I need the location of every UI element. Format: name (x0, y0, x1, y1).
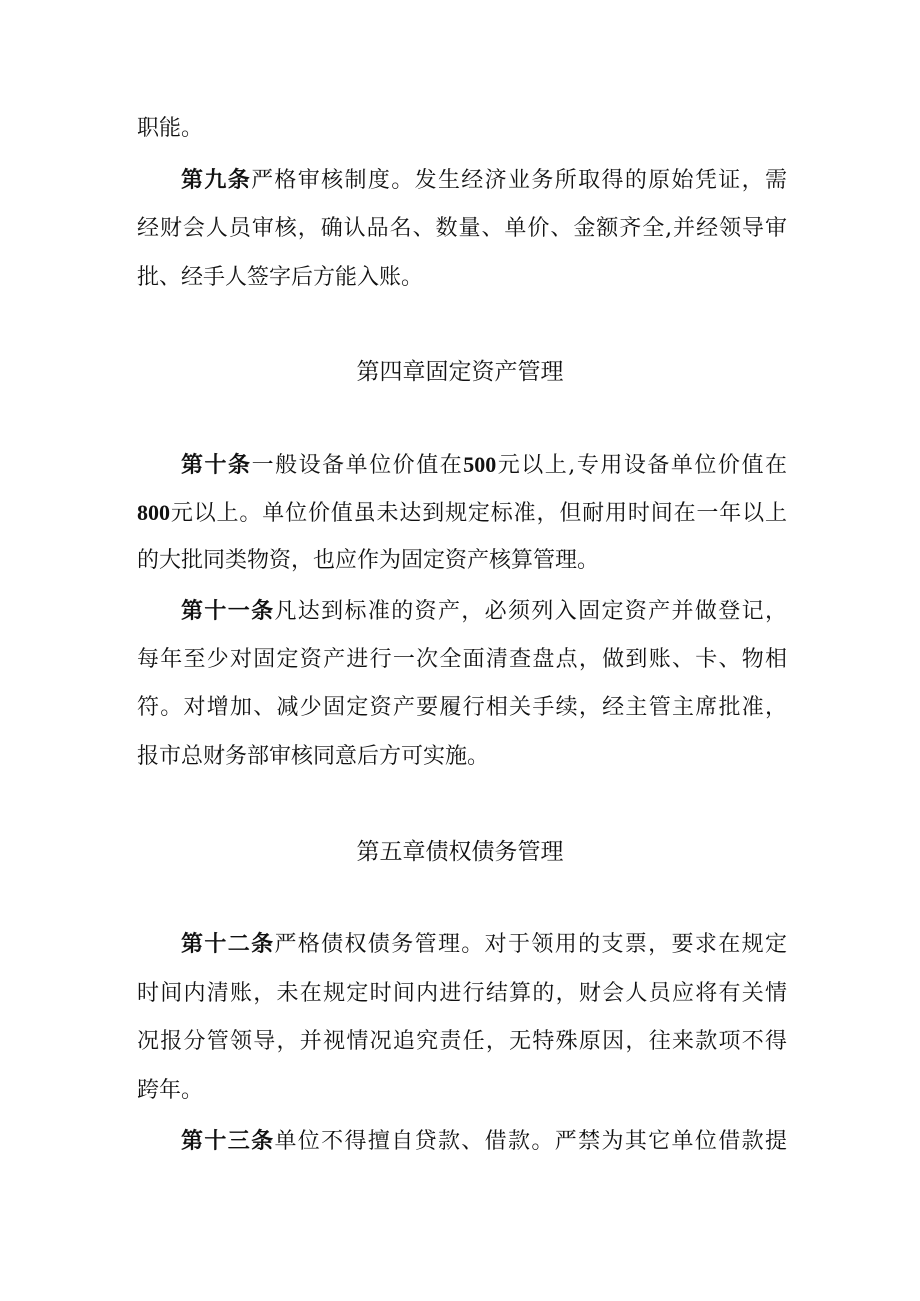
text-fragment: 元以上,专用设备单位价值在 (496, 453, 787, 478)
text-fragment: 凡达到标准的资产，必须列入固定资产并做登记， (274, 599, 787, 624)
text-fragment: 一般设备单位价值在 (251, 453, 464, 478)
article-11-line-3 (137, 693, 787, 723)
text-fragment: 严格债权债务管理。对于领用的支票，要求在规定 (274, 932, 787, 957)
chapter-heading-5: 第五章债权债务管理 (356, 839, 564, 865)
article-label: 第九条 (181, 168, 252, 193)
article-10-line-1 (181, 450, 787, 481)
text-fragment: 批、经手人签字后方能入账。 (137, 265, 424, 290)
value-number: 500 (463, 452, 497, 477)
paragraph-line (137, 114, 787, 144)
article-11-line-1 (181, 597, 787, 627)
value-number: 800 (137, 500, 170, 525)
text-fragment: 经财会人员审核，确认品名、数量、单价、金额齐全,并经领导审 (137, 216, 787, 241)
text-fragment: 报市总财务部审核同意后方可实施。 (137, 744, 490, 769)
text-fragment: 严格审核制度。发生经济业务所取得的原始凭证，需 (251, 168, 787, 193)
article-12-line-1 (181, 930, 787, 960)
text-fragment: 职能。 (137, 116, 204, 141)
text-fragment: 每年至少对固定资产进行一次全面清查盘点，做到账、卡、物相 (137, 647, 787, 672)
text-fragment: 符。对增加、减少固定资产要履行相关手续，经主管主席批准， (137, 695, 787, 720)
text-fragment: 单位不得擅自贷款、借款。严禁为其它单位借款提 (274, 1129, 787, 1154)
article-12-line-2 (137, 979, 787, 1009)
text-fragment: 跨年。 (137, 1078, 204, 1103)
article-9-line-1 (181, 166, 787, 196)
text-fragment: 元以上。单位价值虽未达到规定标准，但耐用时间在一年以上 (170, 501, 787, 526)
article-label: 第十二条 (181, 932, 275, 957)
article-10-line-3 (137, 546, 787, 576)
article-10-line-2 (137, 498, 787, 529)
text-fragment: 的大批同类物资，也应作为固定资产核算管理。 (137, 548, 600, 573)
chapter-heading-4: 第四章固定资产管理 (356, 359, 564, 385)
article-label: 第十条 (181, 453, 252, 478)
article-11-line-4 (137, 742, 787, 772)
article-label: 第十一条 (181, 599, 275, 624)
article-12-line-3 (137, 1027, 787, 1057)
article-label: 第十三条 (181, 1129, 275, 1154)
text-fragment: 况报分管领导，并视情况追究责任，无特殊原因，往来款项不得 (137, 1029, 787, 1054)
article-12-line-4 (137, 1076, 787, 1106)
article-11-line-2 (137, 645, 787, 675)
article-13-line-1 (181, 1127, 787, 1157)
article-9-line-3 (137, 263, 787, 293)
article-9-line-2 (137, 214, 787, 244)
text-fragment: 时间内清账，未在规定时间内进行结算的，财会人员应将有关情 (137, 981, 787, 1006)
